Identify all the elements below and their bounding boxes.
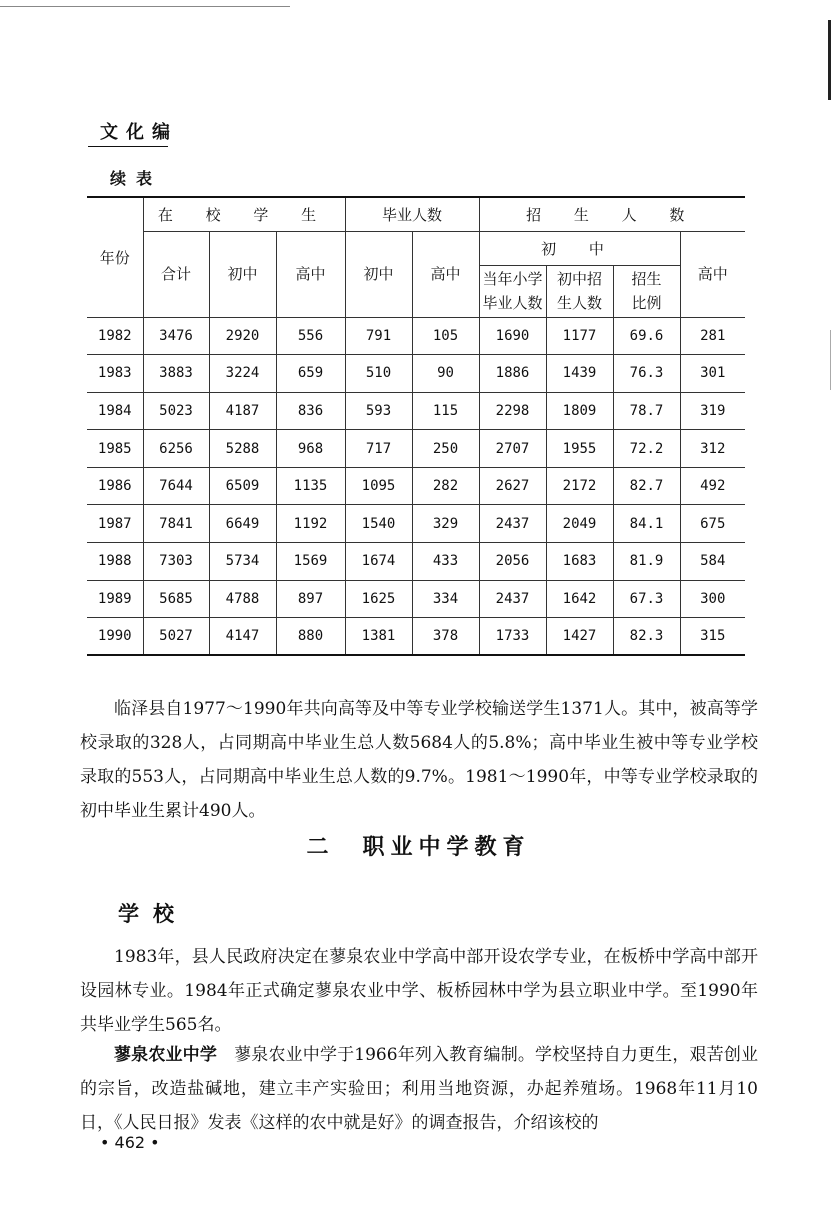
header-year: 年份 [87,197,143,317]
cell-senior: 968 [276,430,345,468]
header-in-school-junior: 初中 [209,231,276,317]
cell-grad-junior: 717 [345,430,412,468]
cell-junior: 5288 [209,430,276,468]
cell-enroll-senior: 312 [680,430,745,468]
cell-grad-senior: 250 [412,430,479,468]
cell-grad-senior: 105 [412,317,479,355]
page-edge-mark-faint [830,330,831,390]
cell-primary-grads: 2627 [479,467,546,505]
cell-enroll-ratio: 78.7 [613,392,680,430]
cell-enroll-ratio: 69.6 [613,317,680,355]
cell-senior: 836 [276,392,345,430]
cell-junior-enrolled: 1427 [546,618,613,656]
cell-junior: 4187 [209,392,276,430]
cell-junior-enrolled: 1683 [546,543,613,581]
cell-grad-junior: 1540 [345,505,412,543]
header-enroll-ratio-line1: 招生 [631,270,662,288]
cell-senior: 1569 [276,543,345,581]
cell-senior: 897 [276,580,345,618]
cell-total: 5685 [143,580,209,618]
cell-enroll-ratio: 82.7 [613,467,680,505]
running-header: 文化编 [100,122,178,143]
cell-junior-enrolled: 2172 [546,467,613,505]
cell-junior: 5734 [209,543,276,581]
cell-grad-junior: 1674 [345,543,412,581]
cell-junior-enrolled: 1955 [546,430,613,468]
school-name-lead: 蓼泉农业中学 [114,1045,217,1065]
cell-enroll-senior: 319 [680,392,745,430]
table-row [87,467,745,505]
cell-junior: 6509 [209,467,276,505]
header-in-school-senior: 高中 [276,231,345,317]
header-primary-grads [479,265,546,317]
cell-primary-grads: 2707 [479,430,546,468]
cell-enroll-senior: 675 [680,505,745,543]
header-primary-grads-line2: 毕业人数 [482,294,543,312]
cell-total: 3883 [143,355,209,393]
cell-grad-senior: 115 [412,392,479,430]
cell-total: 6256 [143,430,209,468]
cell-junior-enrolled: 1642 [546,580,613,618]
top-border-line [0,6,290,7]
table-row [87,317,745,355]
cell-enroll-senior: 281 [680,317,745,355]
cell-enroll-ratio: 76.3 [613,355,680,393]
cell-grad-senior: 282 [412,467,479,505]
cell-total: 7303 [143,543,209,581]
cell-grad-senior: 329 [412,505,479,543]
paragraph-graduate-admissions: 临泽县自1977～1990年共向高等及中等专业学校输送学生1371人。其中，被高等学校录取的328人，占同期高中毕业生总人数5684人的5.8%；高中毕业生被中等专业学校录取的553人，占同期高中毕业生总人数的9.7%。1981～1990年，中等专业学校录取的初中毕业生累计490人。 [80,699,758,821]
cell-junior-enrolled: 1809 [546,392,613,430]
cell-junior-enrolled: 2049 [546,505,613,543]
header-primary-grads-line1: 当年小学 [482,270,543,288]
cell-year: 1984 [87,392,143,430]
cell-year: 1986 [87,467,143,505]
table-body [87,317,745,655]
cell-grad-junior: 791 [345,317,412,355]
cell-senior: 659 [276,355,345,393]
cell-year: 1989 [87,580,143,618]
header-underline [88,146,168,147]
cell-grad-junior: 1095 [345,467,412,505]
cell-year: 1983 [87,355,143,393]
table-continued-label: 续表 [110,169,163,188]
cell-year: 1988 [87,543,143,581]
cell-primary-grads: 1690 [479,317,546,355]
header-enroll-ratio [613,265,680,317]
table-row [87,618,745,656]
cell-total: 5023 [143,392,209,430]
cell-grad-junior: 593 [345,392,412,430]
cell-primary-grads: 2437 [479,580,546,618]
cell-enroll-ratio: 67.3 [613,580,680,618]
cell-junior: 6649 [209,505,276,543]
cell-senior: 1192 [276,505,345,543]
cell-senior: 556 [276,317,345,355]
cell-total: 7841 [143,505,209,543]
cell-year: 1987 [87,505,143,543]
cell-junior: 3224 [209,355,276,393]
cell-grad-senior: 90 [412,355,479,393]
cell-year: 1985 [87,430,143,468]
header-enroll-junior: 初 中 [479,231,680,265]
cell-enroll-ratio: 82.3 [613,618,680,656]
cell-enroll-senior: 492 [680,467,745,505]
page-edge-mark [828,20,831,100]
cell-grad-junior: 510 [345,355,412,393]
cell-grad-senior: 378 [412,618,479,656]
header-enroll-ratio-line2: 比例 [631,294,662,312]
cell-senior: 1135 [276,467,345,505]
cell-grad-junior: 1625 [345,580,412,618]
cell-junior-enrolled: 1439 [546,355,613,393]
cell-enroll-ratio: 72.2 [613,430,680,468]
table-row [87,392,745,430]
cell-junior: 2920 [209,317,276,355]
cell-primary-grads: 2056 [479,543,546,581]
cell-primary-grads: 1733 [479,618,546,656]
cell-enroll-senior: 300 [680,580,745,618]
header-junior-enrolled-line2: 生人数 [556,294,602,312]
student-statistics-table [87,196,745,656]
header-total: 合计 [143,231,209,317]
chapter-title: 二 职业中学教育 [306,834,531,860]
cell-enroll-ratio: 81.9 [613,543,680,581]
header-enrollment: 招 生 人 数 [479,197,745,231]
cell-total: 7644 [143,467,209,505]
cell-grad-junior: 1381 [345,618,412,656]
table-row [87,543,745,581]
cell-junior: 4788 [209,580,276,618]
cell-grad-senior: 334 [412,580,479,618]
page-number: • 462 • [100,1133,160,1152]
cell-primary-grads: 1886 [479,355,546,393]
cell-total: 3476 [143,317,209,355]
header-grad-junior: 初中 [345,231,412,317]
header-enroll-senior: 高中 [680,231,745,317]
cell-junior-enrolled: 1177 [546,317,613,355]
cell-enroll-senior: 584 [680,543,745,581]
cell-senior: 880 [276,618,345,656]
cell-year: 1982 [87,317,143,355]
cell-enroll-senior: 315 [680,618,745,656]
cell-enroll-senior: 301 [680,355,745,393]
table-row [87,505,745,543]
cell-enroll-ratio: 84.1 [613,505,680,543]
cell-year: 1990 [87,618,143,656]
cell-total: 5027 [143,618,209,656]
school-description: 蓼泉农业中学于1966年列入教育编制。学校坚持自力更生，艰苦创业的宗旨，改造盐碱地，建立丰产实验田；利用当地资源，办起养殖场。1968年11月10日，《人民日报》发表《这样的农中就是好》的调查报告，介绍该校的 [80,1045,758,1133]
table-row [87,580,745,618]
header-junior-enrolled [546,265,613,317]
header-graduates: 毕业人数 [345,197,479,231]
cell-primary-grads: 2437 [479,505,546,543]
cell-primary-grads: 2298 [479,392,546,430]
header-junior-enrolled-line1: 初中招 [556,270,602,288]
cell-grad-senior: 433 [412,543,479,581]
paragraph-liaoquan-school [80,1038,758,1140]
header-grad-senior: 高中 [412,231,479,317]
header-in-school: 在 校 学 生 [143,197,345,231]
subsection-heading: 学校 [118,901,188,926]
table-row [87,430,745,468]
cell-junior: 4147 [209,618,276,656]
table-row [87,355,745,393]
paragraph-vocational-schools: 1983年，县人民政府决定在蓼泉农业中学高中部开设农学专业，在板桥中学高中部开设园林专业。1984年正式确定蓼泉农业中学、板桥园林中学为县立职业中学。至1990年共毕业学生565名。 [80,947,758,1035]
